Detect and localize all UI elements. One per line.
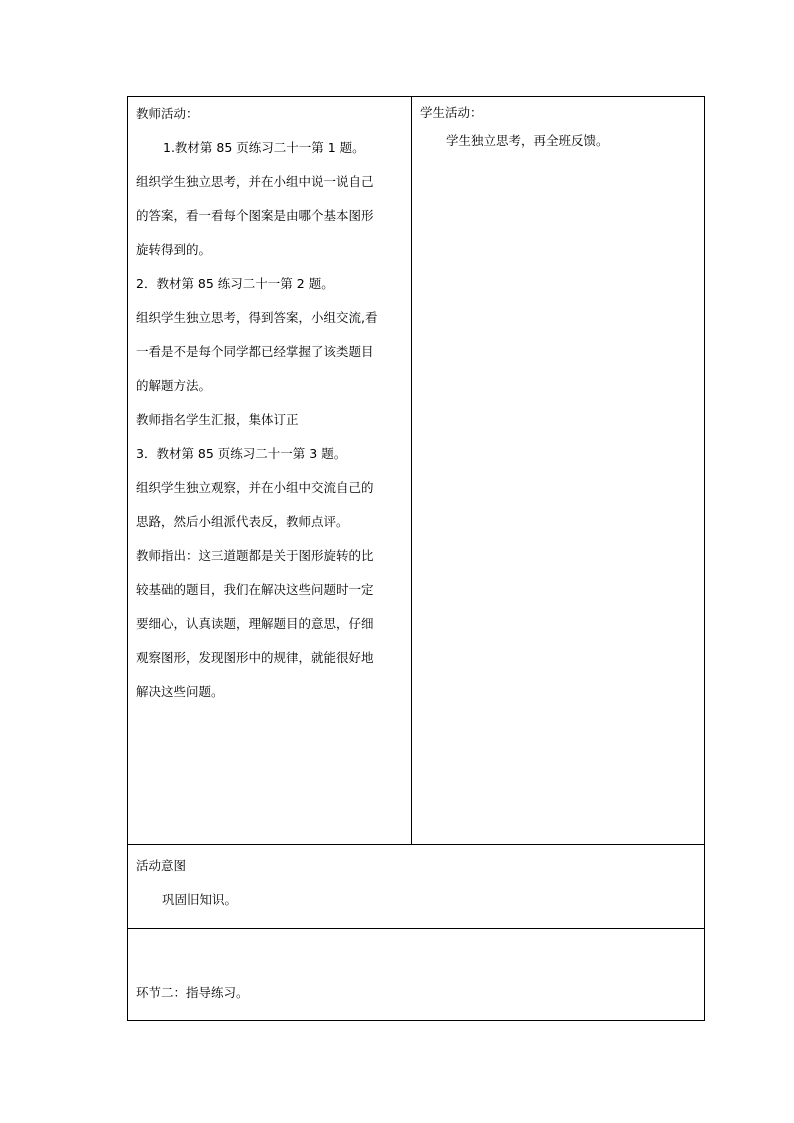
teacher-activity-heading: 教师活动： xyxy=(136,106,199,121)
activity-intent-text: 巩固旧知识。 xyxy=(162,892,238,907)
step-cell xyxy=(128,929,705,1021)
lesson-plan-table xyxy=(127,96,705,1021)
teacher-line: 思路，然后小组派代表反，教师点评。 xyxy=(136,514,349,529)
teacher-line: 3．教材第 85 页练习二十一第 3 题。 xyxy=(136,446,347,461)
teacher-line: 1.教材第 85 页练习二十一第 1 题。 xyxy=(163,140,365,155)
student-activity-cell xyxy=(412,97,705,845)
teacher-line: 解决这些问题。 xyxy=(136,684,224,699)
teacher-line: 的解题方法。 xyxy=(136,378,212,393)
activities-row xyxy=(128,97,705,845)
teacher-line: 组织学生独立思考，并在小组中说一说自己 xyxy=(136,174,374,189)
step-row xyxy=(128,929,705,1021)
teacher-line: 一看是不是每个同学都已经掌握了该类题目 xyxy=(136,344,374,359)
student-activity-text: 学生独立思考，再全班反馈。 xyxy=(446,133,609,148)
teacher-line: 组织学生独立思考，得到答案，小组交流,看 xyxy=(136,310,378,325)
teacher-line: 的答案，看一看每个图案是由哪个基本图形 xyxy=(136,208,374,223)
teacher-line: 2．教材第 85 练习二十一第 2 题。 xyxy=(136,276,334,291)
teacher-line: 观察图形，发现图形中的规律，就能很好地 xyxy=(136,650,374,665)
intent-row xyxy=(128,845,705,929)
step-title: 环节二：指导练习。 xyxy=(136,985,249,1000)
teacher-line: 要细心，认真读题，理解题目的意思，仔细 xyxy=(136,616,374,631)
teacher-line: 旋转得到的。 xyxy=(136,242,212,257)
activity-intent-cell xyxy=(128,845,705,929)
teacher-line: 组织学生独立观察，并在小组中交流自己的 xyxy=(136,480,374,495)
teacher-line: 教师指出：这三道题都是关于图形旋转的比 xyxy=(136,548,374,563)
teacher-line: 教师指名学生汇报，集体订正 xyxy=(136,412,299,427)
activity-intent-heading: 活动意图 xyxy=(136,858,187,873)
student-activity-heading: 学生活动： xyxy=(420,105,483,120)
teacher-activity-cell xyxy=(128,97,412,845)
teacher-line: 较基础的题目，我们在解决这些问题时一定 xyxy=(136,582,374,597)
